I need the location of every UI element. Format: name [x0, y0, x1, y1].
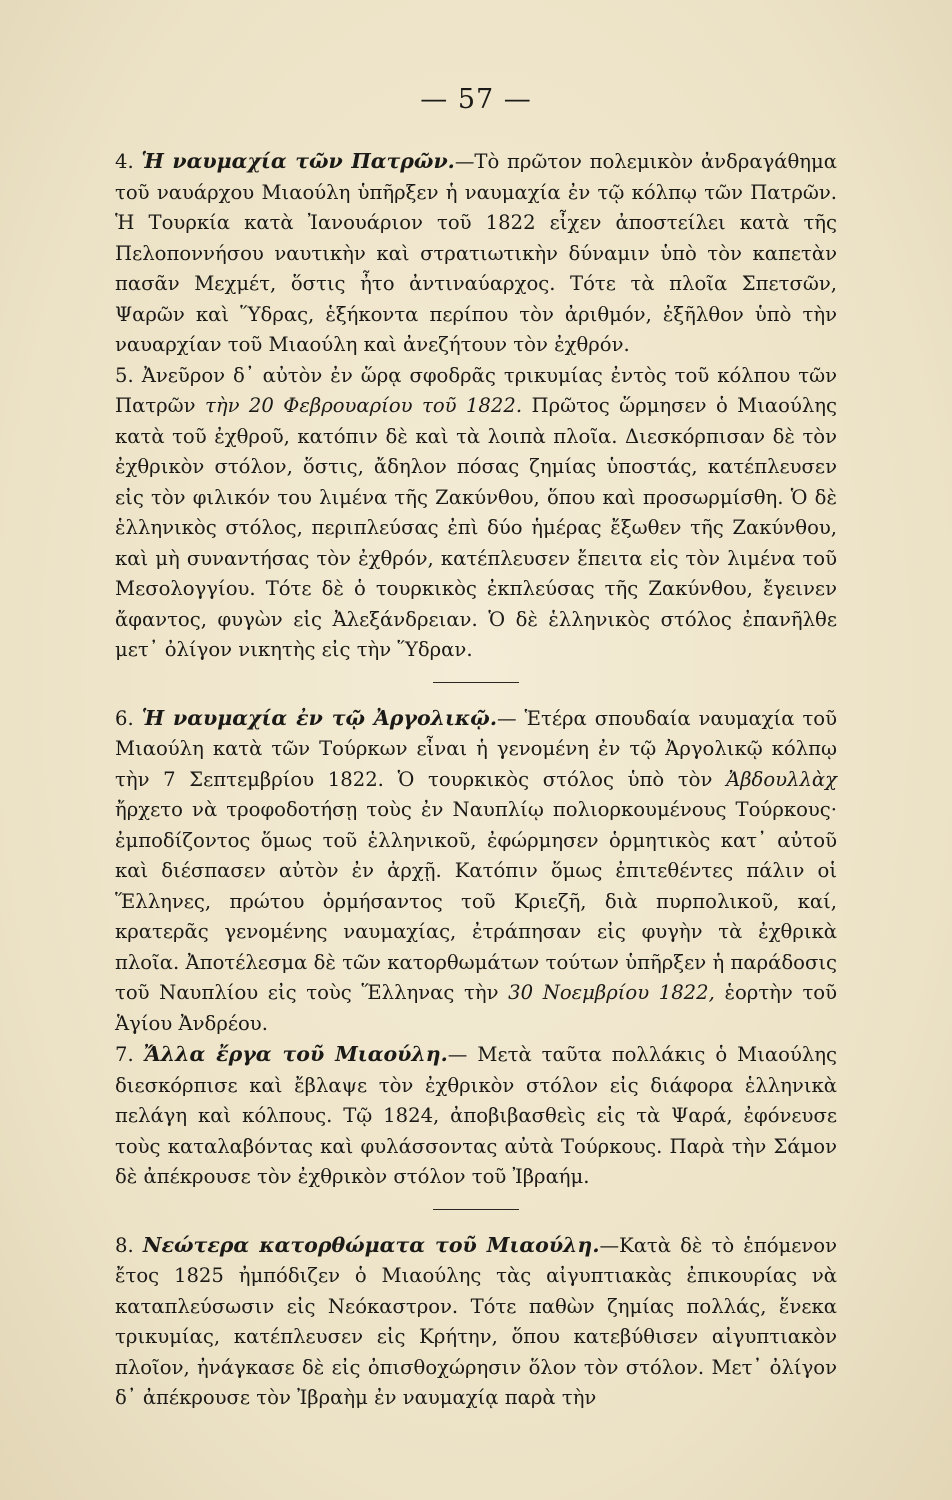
- section-6-body-a: — Ἑτέρα σπουδαία ναυμαχία τοῦ Μιαούλη κατὰ τῶν Τούρκων εἶναι ἡ γενομένη ἐν τῷ Ἀργολικῷ κόλπῳ τὴν 7 Σεπτεμβρίου 1822. Ὁ τουρκικὸς στόλος ὑπὸ τὸν: [115, 706, 837, 791]
- section-8-number: 8.: [115, 1233, 134, 1257]
- section-5-body-a: Ἀνεῦρον δ᾽ αὐτὸν ἐν ὥρᾳ σφοδρᾶς τρικυμίας ἐντὸς τοῦ κόλπου τῶν Πατρῶν: [115, 363, 837, 417]
- section-6-date: 30 Νοεμβρίου 1822,: [508, 981, 715, 1004]
- page-text: [115, 146, 837, 1414]
- section-7-number: 7.: [115, 1043, 134, 1066]
- section-6-number: 6.: [115, 706, 134, 730]
- section-8: [115, 1230, 837, 1414]
- section-7: [115, 1039, 837, 1193]
- section-7-title: Ἄλλα ἔργα τοῦ Μιαούλη.: [143, 1042, 448, 1066]
- section-4-title: Ἡ ναυμαχία τῶν Πατρῶν.: [141, 149, 455, 173]
- section-5-date: τὴν 20 Φεβρουαρίου τοῦ 1822.: [205, 394, 523, 417]
- section-divider: [433, 1209, 519, 1210]
- section-4: [115, 146, 837, 361]
- section-8-title: Νεώτερα κατορθώματα τοῦ Μιαούλη.: [142, 1232, 600, 1257]
- section-6-name: Ἀβδουλλὰχ: [726, 767, 837, 791]
- section-divider: [433, 682, 519, 683]
- section-6-body-c: ἑορτὴν τοῦ Ἁγίου Ἀνδρέου.: [115, 981, 837, 1035]
- section-4-body: —Τὸ πρῶτον πολεμικὸν ἀνδραγάθημα τοῦ ναυάρχου Μιαούλη ὑπῆρξεν ἡ ναυμαχία ἐν τῷ κόλπῳ τῶν Πατρῶν. Ἡ Τουρκία κατὰ Ἰανουάριον τοῦ 1822 εἶχεν ἀποστείλει κατὰ τῆς Πελοποννήσου ναυτικὴν καὶ στρατιωτικὴν δύναμιν ὑπὸ τὸν καπετὰν πασᾶν Μεχμέτ, ὅστις ἦτο ἀντιναύαρχος. Τότε τὰ πλοῖα Σπετσῶν, Ψαρῶν καὶ Ὕδρας, ἑξήκοντα περίπου τὸν ἀριθμόν, ἐξῆλθον ὑπὸ τὴν ναυαρχίαν τοῦ Μιαούλη καὶ ἀνεζήτουν τὸν ἐχθρόν.: [115, 150, 838, 356]
- section-6-body-b: ἤρχετο νὰ τροφοδοτήσῃ τοὺς ἐν Ναυπλίῳ πολιορκουμένους Τούρκους· ἐμποδίζοντος ὅμως τοῦ ἑλληνικοῦ, ἐφώρμησεν ὁρμητικὸς κατ᾽ αὐτοῦ καὶ διέσπασεν αὐτὸν ἐν ἀρχῇ. Κατόπιν ὅμως ἐπιτεθέντες πάλιν οἱ Ἕλληνες, πρώτου ὁρμήσαντος τοῦ Κριεζῆ, διὰ πυρπολικοῦ, καί, κρατερᾶς γενομένης ναυμαχίας, ἐτράπησαν εἰς φυγὴν τὰ ἐχθρικὰ πλοῖα. Ἀποτέλεσμα δὲ τῶν κατορθωμάτων τούτων ὑπῆρξεν ἡ παράδοσις τοῦ Ναυπλίου εἰς τοὺς Ἕλληνας τὴν: [115, 798, 837, 1004]
- section-8-body: —Κατὰ δὲ τὸ ἑπόμενον ἔτος 1825 ἠμπόδιζεν ὁ Μιαούλης τὰς αἰγυπτιακὰς ἐπικουρίας νὰ καταπλεύσωσιν εἰς Νεόκαστρον. Τότε παθὼν ζημίας πολλάς, ἕνεκα τρικυμίας, κατέπλευσεν εἰς Κρήτην, ὅπου κατεβύθισεν αἰγυπτιακὸν πλοῖον, ἠνάγκασε δὲ εἰς ὀπισθοχώρησιν ὅλον τὸν στόλον. Μετ᾽ ὀλίγον δ᾽ ἀπέκρουσε τὸν Ἰβραὴμ ἐν ναυμαχίᾳ παρὰ τὴν: [115, 1233, 837, 1409]
- section-6-title: Ἡ ναυμαχία ἐν τῷ Ἀργολικῷ.: [141, 705, 497, 730]
- section-5-number: 5.: [115, 363, 134, 387]
- page-number: — 57 —: [420, 84, 532, 115]
- section-6: [115, 703, 837, 1040]
- section-7-body: — Μετὰ ταῦτα πολλάκις ὁ Μιαούλης διεσκόρπισε καὶ ἔβλαψε τὸν ἐχθρικὸν στόλον εἰς διάφορα ἑλληνικὰ πελάγη καὶ κόλπους. Τῷ 1824, ἀποβιβασθεὶς εἰς τὰ Ψαρά, ἐφόνευσε τοὺς καταλαβόντας καὶ φυλάσσοντας αὐτὰ Τούρκους. Παρὰ τὴν Σάμον δὲ ἀπέκρουσε τὸν ἐχθρικὸν στόλον τοῦ Ἰβραήμ.: [115, 1043, 837, 1188]
- section-5: [115, 361, 837, 666]
- section-5-body-b: Πρῶτος ὥρμησεν ὁ Μιαούλης κατὰ τοῦ ἐχθροῦ, κατόπιν δὲ καὶ τὰ λοιπὰ πλοῖα. Διεσκόρπισαν δὲ τὸν ἐχθρικὸν στόλον, ὅστις, ἄδηλον πόσας ζημίας ὑποστάς, κατέπλευσεν εἰς τὸν φιλικόν του λιμένα τῆς Ζακύνθου, ὅπου καὶ προσωρμίσθη. Ὁ δὲ ἑλληνικὸς στόλος, περιπλεύσας ἐπὶ δύο ἡμέρας ἔξωθεν τῆς Ζακύνθου, καὶ μὴ συναντήσας τὸν ἐχθρόν, κατέπλευσεν ἔπειτα εἰς τὸν λιμένα τοῦ Μεσολογγίου. Τότε δὲ ὁ τουρκικὸς ἐκπλεύσας τῆς Ζακύνθου, ἔγεινεν ἄφαντος, φυγὼν εἰς Ἀλεξάνδρειαν. Ὁ δὲ ἑλληνικὸς στόλος ἐπανῆλθε μετ᾽ ὀλίγον νικητὴς εἰς τὴν Ὕδραν.: [115, 394, 837, 661]
- section-4-number: 4.: [115, 150, 134, 173]
